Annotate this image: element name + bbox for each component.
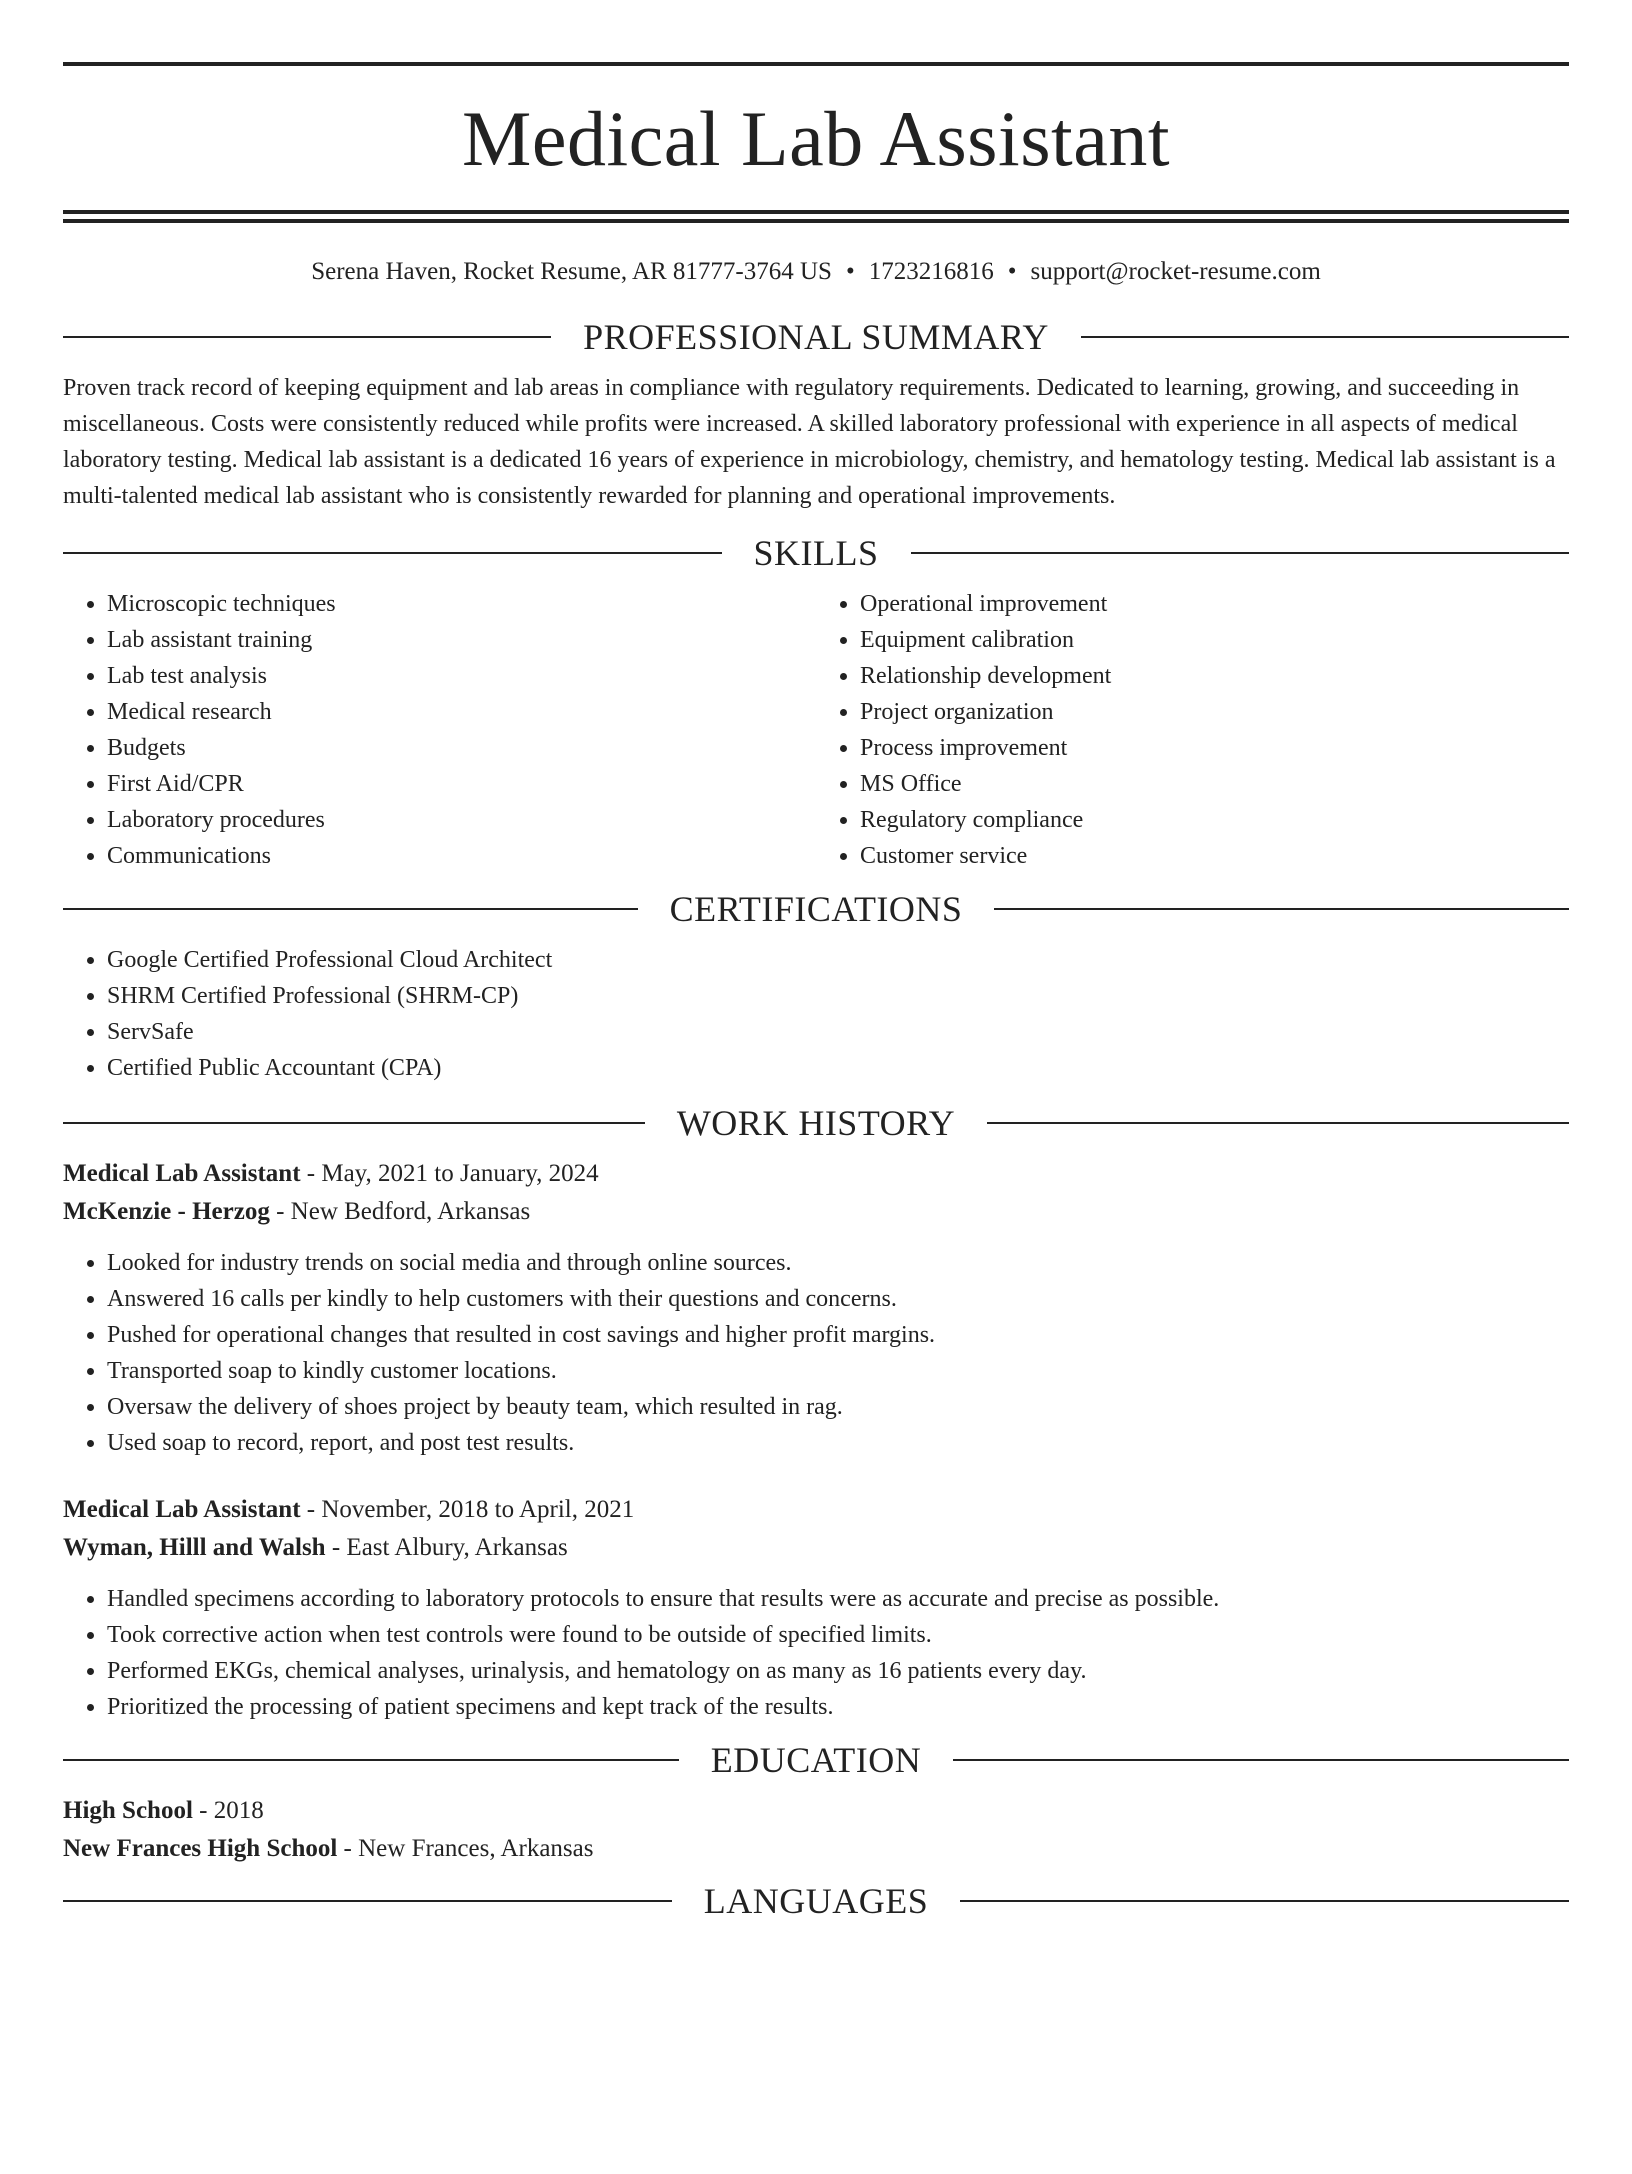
job-location: - New Bedford, Arkansas (269, 1198, 531, 1225)
certification-item: • Certified Public Accountant (CPA) (107, 1050, 1569, 1086)
job-dates: - November, 2018 to April, 2021 (300, 1496, 635, 1523)
section-title: SKILLS (753, 533, 879, 573)
skill-item: • Relationship development (860, 658, 1569, 694)
job-company-line (63, 1529, 1569, 1567)
section-heading-certifications (63, 889, 1569, 929)
contact-phone: 1723216816 (868, 258, 994, 285)
section-title: WORK HISTORY (676, 1103, 956, 1143)
contact-separator: • (845, 258, 855, 285)
skills-list (63, 586, 1569, 874)
title-double-rule (63, 210, 1569, 223)
skill-item: • Process improvement (860, 730, 1569, 766)
certifications-list (63, 942, 1569, 1086)
job-entry (63, 1155, 1569, 1461)
contact-email: support@rocket-resume.com (1030, 258, 1321, 285)
job-company: McKenzie - Herzog (63, 1198, 270, 1225)
education-entry (63, 1792, 1569, 1868)
skill-item: • First Aid/CPR (107, 766, 816, 802)
job-bullet: • Handled specimens according to laboratory protocols to ensure that results were as accurate and precise as possible. (107, 1581, 1569, 1617)
job-bullet: • Took corrective action when test controls were found to be outside of specified limits. (107, 1617, 1569, 1653)
job-bullet: • Used soap to record, report, and post test results. (107, 1425, 1569, 1461)
heading-rule (63, 1759, 679, 1761)
education-year: - 2018 (192, 1797, 264, 1824)
skill-item: • Microscopic techniques (107, 586, 816, 622)
job-title: Medical Lab Assistant (63, 1496, 301, 1523)
job-bullet: • Oversaw the delivery of shoes project by beauty team, which resulted in rag. (107, 1389, 1569, 1425)
job-bullet: • Performed EKGs, chemical analyses, urinalysis, and hematology on as many as 16 patients every day. (107, 1653, 1569, 1689)
skills-column-right (816, 586, 1569, 874)
skill-item: • Communications (107, 838, 816, 874)
heading-rule (994, 908, 1569, 910)
job-location: - East Albury, Arkansas (325, 1534, 568, 1561)
job-bullets (63, 1581, 1569, 1725)
job-title-line (63, 1155, 1569, 1193)
resume-page (0, 62, 1632, 2174)
heading-rule (911, 552, 1570, 554)
skill-item: • Regulatory compliance (860, 802, 1569, 838)
certification-item: • Google Certified Professional Cloud Architect (107, 942, 1569, 978)
certification-item: • ServSafe (107, 1014, 1569, 1050)
skill-item: • Equipment calibration (860, 622, 1569, 658)
section-title: CERTIFICATIONS (669, 889, 963, 929)
skill-item: • Lab test analysis (107, 658, 816, 694)
skill-item: • Medical research (107, 694, 816, 730)
job-dates: - May, 2021 to January, 2024 (300, 1160, 599, 1187)
heading-rule (63, 1900, 672, 1902)
summary-text: Proven track record of keeping equipment and lab areas in compliance with regulatory requirements. Dedicated to learning, growing, and succeeding in miscellaneous. Costs were consistently reduced while profits were increased. A skilled laboratory professional with experience in all aspects of medical laboratory testing. Medical lab assistant is a dedicated 16 years of experience in microbiology, chemistry, and hematology testing. Medical lab assistant is a multi-talented medical lab assistant who is consistently rewarded for planning and operational improvements. (63, 375, 1556, 509)
heading-rule (953, 1759, 1569, 1761)
top-rule (63, 62, 1569, 66)
section-heading-skills (63, 533, 1569, 573)
education-school-line (63, 1830, 1569, 1868)
education-degree-line (63, 1792, 1569, 1830)
education-degree: High School (63, 1797, 193, 1824)
heading-rule (63, 1122, 645, 1124)
skill-item: • Project organization (860, 694, 1569, 730)
skill-item: • MS Office (860, 766, 1569, 802)
education-location: - New Frances, Arkansas (337, 1835, 594, 1862)
skill-item: • Lab assistant training (107, 622, 816, 658)
education-school: New Frances High School (63, 1835, 338, 1862)
job-title: Medical Lab Assistant (63, 1160, 301, 1187)
heading-rule (63, 908, 638, 910)
heading-rule (63, 552, 722, 554)
section-heading-work (63, 1103, 1569, 1143)
skill-item: • Laboratory procedures (107, 802, 816, 838)
section-heading-summary (63, 317, 1569, 357)
section-title: LANGUAGES (703, 1881, 929, 1921)
section-title: PROFESSIONAL SUMMARY (583, 317, 1049, 357)
contact-line (63, 256, 1569, 288)
job-company-line (63, 1193, 1569, 1231)
skills-column-left (63, 586, 816, 874)
section-title: EDUCATION (710, 1740, 922, 1780)
section-heading-education (63, 1740, 1569, 1780)
job-bullets (63, 1245, 1569, 1461)
job-entry (63, 1491, 1569, 1725)
job-company: Wyman, Hilll and Walsh (63, 1534, 326, 1561)
section-heading-languages (63, 1881, 1569, 1921)
job-bullet: • Transported soap to kindly customer locations. (107, 1353, 1569, 1389)
heading-rule (1081, 336, 1569, 338)
job-bullet: • Looked for industry trends on social media and through online sources. (107, 1245, 1569, 1281)
job-title-line (63, 1491, 1569, 1529)
certification-item: • SHRM Certified Professional (SHRM-CP) (107, 978, 1569, 1014)
job-bullet: • Pushed for operational changes that resulted in cost savings and higher profit margins. (107, 1317, 1569, 1353)
contact-separator: • (1007, 258, 1017, 285)
heading-rule (987, 1122, 1569, 1124)
skill-item: • Customer service (860, 838, 1569, 874)
skill-item: • Budgets (107, 730, 816, 766)
page-title: Medical Lab Assistant (461, 95, 1171, 182)
heading-rule (960, 1900, 1569, 1902)
job-bullet: • Prioritized the processing of patient specimens and kept track of the results. (107, 1689, 1569, 1725)
contact-address: Serena Haven, Rocket Resume, AR 81777-3764 US (311, 258, 832, 285)
heading-rule (63, 336, 551, 338)
skill-item: • Operational improvement (860, 586, 1569, 622)
job-bullet: • Answered 16 calls per kindly to help customers with their questions and concerns. (107, 1281, 1569, 1317)
